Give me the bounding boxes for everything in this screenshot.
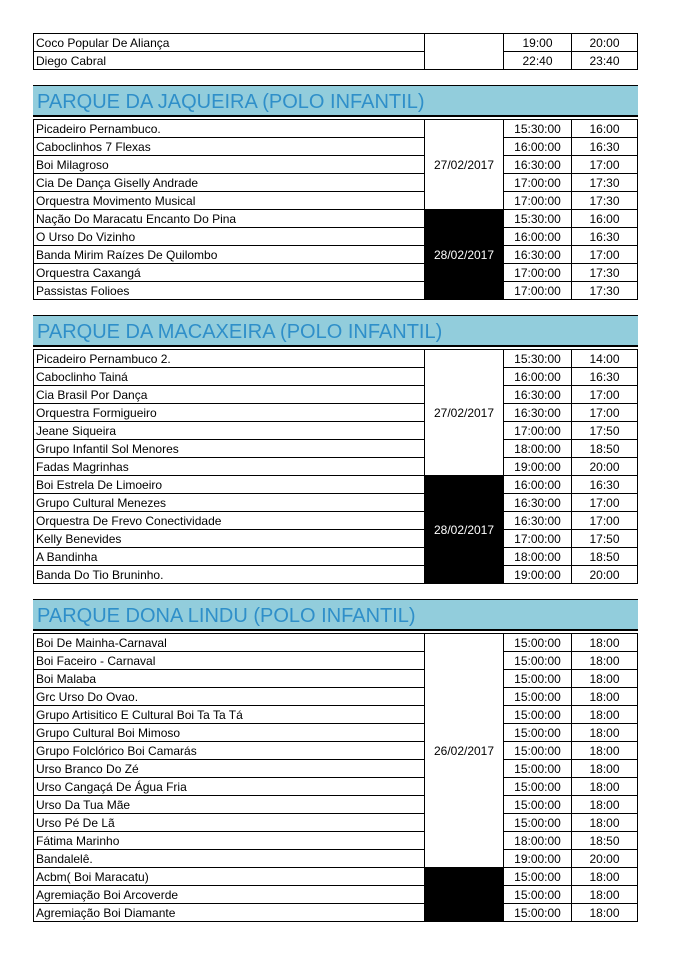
start-time: 16:00:00 bbox=[503, 367, 571, 385]
start-time: 15:00:00 bbox=[503, 795, 571, 813]
table-row bbox=[33, 867, 638, 885]
table-row bbox=[33, 547, 638, 565]
performer-name: Acbm( Boi Maracatu) bbox=[33, 867, 424, 885]
table-row bbox=[33, 813, 638, 831]
end-time: 16:30 bbox=[571, 475, 638, 493]
end-time: 18:00 bbox=[571, 723, 638, 741]
table-bottom-border bbox=[33, 69, 638, 70]
table-row bbox=[33, 421, 638, 439]
end-time: 18:50 bbox=[571, 831, 638, 849]
date-cell bbox=[424, 867, 503, 921]
date-cell: 26/02/2017 bbox=[424, 633, 503, 867]
performer-name: Jeane Siqueira bbox=[33, 421, 424, 439]
start-time: 15:00:00 bbox=[503, 687, 571, 705]
table-row bbox=[33, 795, 638, 813]
table-row bbox=[33, 227, 638, 245]
table-row bbox=[33, 759, 638, 777]
table-row bbox=[33, 191, 638, 209]
section-title: PARQUE DA JAQUEIRA (POLO INFANTIL) bbox=[33, 85, 638, 117]
table-row bbox=[33, 245, 638, 263]
start-time: 16:30:00 bbox=[503, 403, 571, 421]
performer-name: Agremiação Boi Diamante bbox=[33, 903, 424, 921]
start-time: 15:00:00 bbox=[503, 813, 571, 831]
end-time: 20:00 bbox=[571, 457, 638, 475]
table-bottom-border bbox=[33, 583, 638, 584]
start-time: 19:00 bbox=[503, 33, 571, 51]
end-time: 18:00 bbox=[571, 651, 638, 669]
start-time: 17:00:00 bbox=[503, 281, 571, 299]
performer-name: Picadeiro Pernambuco 2. bbox=[33, 349, 424, 367]
table-bottom-border bbox=[33, 921, 638, 922]
table-row bbox=[33, 155, 638, 173]
end-time: 18:50 bbox=[571, 439, 638, 457]
performer-name: Passistas Folioes bbox=[33, 281, 424, 299]
date-cell: 27/02/2017 bbox=[424, 349, 503, 475]
end-time: 17:00 bbox=[571, 155, 638, 173]
end-time: 17:00 bbox=[571, 493, 638, 511]
performer-name: Fadas Magrinhas bbox=[33, 457, 424, 475]
start-time: 15:00:00 bbox=[503, 669, 571, 687]
start-time: 18:00:00 bbox=[503, 831, 571, 849]
start-time: 15:00:00 bbox=[503, 759, 571, 777]
performer-name: Orquestra De Frevo Conectividade bbox=[33, 511, 424, 529]
performer-name: Boi Malaba bbox=[33, 669, 424, 687]
end-time: 16:00 bbox=[571, 119, 638, 137]
start-time: 18:00:00 bbox=[503, 439, 571, 457]
end-time: 17:00 bbox=[571, 245, 638, 263]
performer-name: Grupo Cultural Boi Mimoso bbox=[33, 723, 424, 741]
performer-name: Grupo Artisitico E Cultural Boi Ta Ta Tá bbox=[33, 705, 424, 723]
end-time: 17:30 bbox=[571, 173, 638, 191]
section-title: PARQUE DA MACAXEIRA (POLO INFANTIL) bbox=[33, 315, 638, 347]
table-row bbox=[33, 51, 638, 69]
performer-name: Cia De Dança Giselly Andrade bbox=[33, 173, 424, 191]
start-time: 15:00:00 bbox=[503, 885, 571, 903]
table-row bbox=[33, 849, 638, 867]
performer-name: A Bandinha bbox=[33, 547, 424, 565]
table-row bbox=[33, 687, 638, 705]
table-row bbox=[33, 651, 638, 669]
performer-name: Caboclinhos 7 Flexas bbox=[33, 137, 424, 155]
table-row bbox=[33, 529, 638, 547]
table-row bbox=[33, 403, 638, 421]
end-time: 16:00 bbox=[571, 209, 638, 227]
end-time: 14:00 bbox=[571, 349, 638, 367]
performer-name: Nação Do Maracatu Encanto Do Pina bbox=[33, 209, 424, 227]
performer-name: Fátima Marinho bbox=[33, 831, 424, 849]
table-row bbox=[33, 119, 638, 137]
start-time: 19:00:00 bbox=[503, 849, 571, 867]
end-time: 17:00 bbox=[571, 385, 638, 403]
table-row bbox=[33, 439, 638, 457]
performer-name: Caboclinho Tainá bbox=[33, 367, 424, 385]
end-time: 20:00 bbox=[571, 33, 638, 51]
table-row bbox=[33, 475, 638, 493]
table-row bbox=[33, 777, 638, 795]
performer-name: Urso Da Tua Mãe bbox=[33, 795, 424, 813]
start-time: 15:30:00 bbox=[503, 119, 571, 137]
start-time: 16:00:00 bbox=[503, 137, 571, 155]
date-cell bbox=[424, 33, 503, 69]
performer-name: Grupo Infantil Sol Menores bbox=[33, 439, 424, 457]
performer-name: Diego Cabral bbox=[33, 51, 424, 69]
performer-name: O Urso Do Vizinho bbox=[33, 227, 424, 245]
start-time: 15:00:00 bbox=[503, 867, 571, 885]
end-time: 17:00 bbox=[571, 403, 638, 421]
table-row bbox=[33, 723, 638, 741]
performer-name: Boi De Mainha-Carnaval bbox=[33, 633, 424, 651]
performer-name: Urso Branco Do Zé bbox=[33, 759, 424, 777]
performer-name: Boi Faceiro - Carnaval bbox=[33, 651, 424, 669]
end-time: 18:00 bbox=[571, 903, 638, 921]
table-row bbox=[33, 173, 638, 191]
end-time: 20:00 bbox=[571, 849, 638, 867]
performer-name: Kelly Benevides bbox=[33, 529, 424, 547]
start-time: 15:00:00 bbox=[503, 741, 571, 759]
end-time: 17:30 bbox=[571, 191, 638, 209]
performer-name: Urso Pé De Lã bbox=[33, 813, 424, 831]
performer-name: Banda Do Tio Bruninho. bbox=[33, 565, 424, 583]
start-time: 17:00:00 bbox=[503, 191, 571, 209]
performer-name: Orquestra Caxangá bbox=[33, 263, 424, 281]
end-time: 17:50 bbox=[571, 421, 638, 439]
end-time: 18:00 bbox=[571, 633, 638, 651]
start-time: 17:00:00 bbox=[503, 421, 571, 439]
performer-name: Grupo Cultural Menezes bbox=[33, 493, 424, 511]
table-row bbox=[33, 705, 638, 723]
table-row bbox=[33, 137, 638, 155]
table-row bbox=[33, 281, 638, 299]
performer-name: Cia Brasil Por Dança bbox=[33, 385, 424, 403]
table-row bbox=[33, 367, 638, 385]
start-time: 17:00:00 bbox=[503, 529, 571, 547]
performer-name: Picadeiro Pernambuco. bbox=[33, 119, 424, 137]
start-time: 19:00:00 bbox=[503, 457, 571, 475]
date-cell: 27/02/2017 bbox=[424, 119, 503, 209]
start-time: 16:30:00 bbox=[503, 385, 571, 403]
table-row bbox=[33, 831, 638, 849]
end-time: 18:00 bbox=[571, 795, 638, 813]
performer-name: Bandalelê. bbox=[33, 849, 424, 867]
date-cell: 28/02/2017 bbox=[424, 209, 503, 299]
table-row bbox=[33, 511, 638, 529]
end-time: 18:00 bbox=[571, 669, 638, 687]
start-time: 15:30:00 bbox=[503, 349, 571, 367]
start-time: 15:00:00 bbox=[503, 723, 571, 741]
end-time: 17:30 bbox=[571, 263, 638, 281]
end-time: 18:00 bbox=[571, 777, 638, 795]
table-row bbox=[33, 457, 638, 475]
end-time: 18:00 bbox=[571, 741, 638, 759]
start-time: 18:00:00 bbox=[503, 547, 571, 565]
performer-name: Grupo Folclórico Boi Camarás bbox=[33, 741, 424, 759]
section-title: PARQUE DONA LINDU (POLO INFANTIL) bbox=[33, 599, 638, 631]
performer-name: Orquestra Formigueiro bbox=[33, 403, 424, 421]
start-time: 15:00:00 bbox=[503, 903, 571, 921]
end-time: 17:50 bbox=[571, 529, 638, 547]
table-row bbox=[33, 349, 638, 367]
start-time: 15:00:00 bbox=[503, 651, 571, 669]
end-time: 18:50 bbox=[571, 547, 638, 565]
start-time: 16:30:00 bbox=[503, 245, 571, 263]
performer-name: Grc Urso Do Ovao. bbox=[33, 687, 424, 705]
performer-name: Boi Milagroso bbox=[33, 155, 424, 173]
start-time: 16:00:00 bbox=[503, 227, 571, 245]
end-time: 18:00 bbox=[571, 813, 638, 831]
table-row bbox=[33, 493, 638, 511]
end-time: 18:00 bbox=[571, 759, 638, 777]
performer-name: Coco Popular De Aliança bbox=[33, 33, 424, 51]
start-time: 22:40 bbox=[503, 51, 571, 69]
end-time: 16:30 bbox=[571, 367, 638, 385]
start-time: 19:00:00 bbox=[503, 565, 571, 583]
start-time: 16:00:00 bbox=[503, 475, 571, 493]
start-time: 15:30:00 bbox=[503, 209, 571, 227]
table-row bbox=[33, 741, 638, 759]
table-row bbox=[33, 885, 638, 903]
end-time: 17:30 bbox=[571, 281, 638, 299]
end-time: 23:40 bbox=[571, 51, 638, 69]
start-time: 16:30:00 bbox=[503, 155, 571, 173]
table-bottom-border bbox=[33, 299, 638, 300]
table-row bbox=[33, 903, 638, 921]
start-time: 16:30:00 bbox=[503, 493, 571, 511]
performer-name: Boi Estrela De Limoeiro bbox=[33, 475, 424, 493]
end-time: 18:00 bbox=[571, 687, 638, 705]
end-time: 18:00 bbox=[571, 885, 638, 903]
end-time: 16:30 bbox=[571, 137, 638, 155]
performer-name: Urso Cangaçá De Água Fria bbox=[33, 777, 424, 795]
table-row bbox=[33, 385, 638, 403]
end-time: 16:30 bbox=[571, 227, 638, 245]
start-time: 16:30:00 bbox=[503, 511, 571, 529]
end-time: 17:00 bbox=[571, 511, 638, 529]
table-row bbox=[33, 669, 638, 687]
performer-name: Agremiação Boi Arcoverde bbox=[33, 885, 424, 903]
table-row bbox=[33, 209, 638, 227]
date-cell: 28/02/2017 bbox=[424, 475, 503, 583]
performer-name: Orquestra Movimento Musical bbox=[33, 191, 424, 209]
table-row bbox=[33, 565, 638, 583]
table-row bbox=[33, 33, 638, 51]
start-time: 15:00:00 bbox=[503, 705, 571, 723]
start-time: 17:00:00 bbox=[503, 173, 571, 191]
end-time: 20:00 bbox=[571, 565, 638, 583]
table-row bbox=[33, 263, 638, 281]
table-row bbox=[33, 633, 638, 651]
performer-name: Banda Mirim Raízes De Quilombo bbox=[33, 245, 424, 263]
start-time: 15:00:00 bbox=[503, 777, 571, 795]
start-time: 15:00:00 bbox=[503, 633, 571, 651]
end-time: 18:00 bbox=[571, 705, 638, 723]
start-time: 17:00:00 bbox=[503, 263, 571, 281]
end-time: 18:00 bbox=[571, 867, 638, 885]
